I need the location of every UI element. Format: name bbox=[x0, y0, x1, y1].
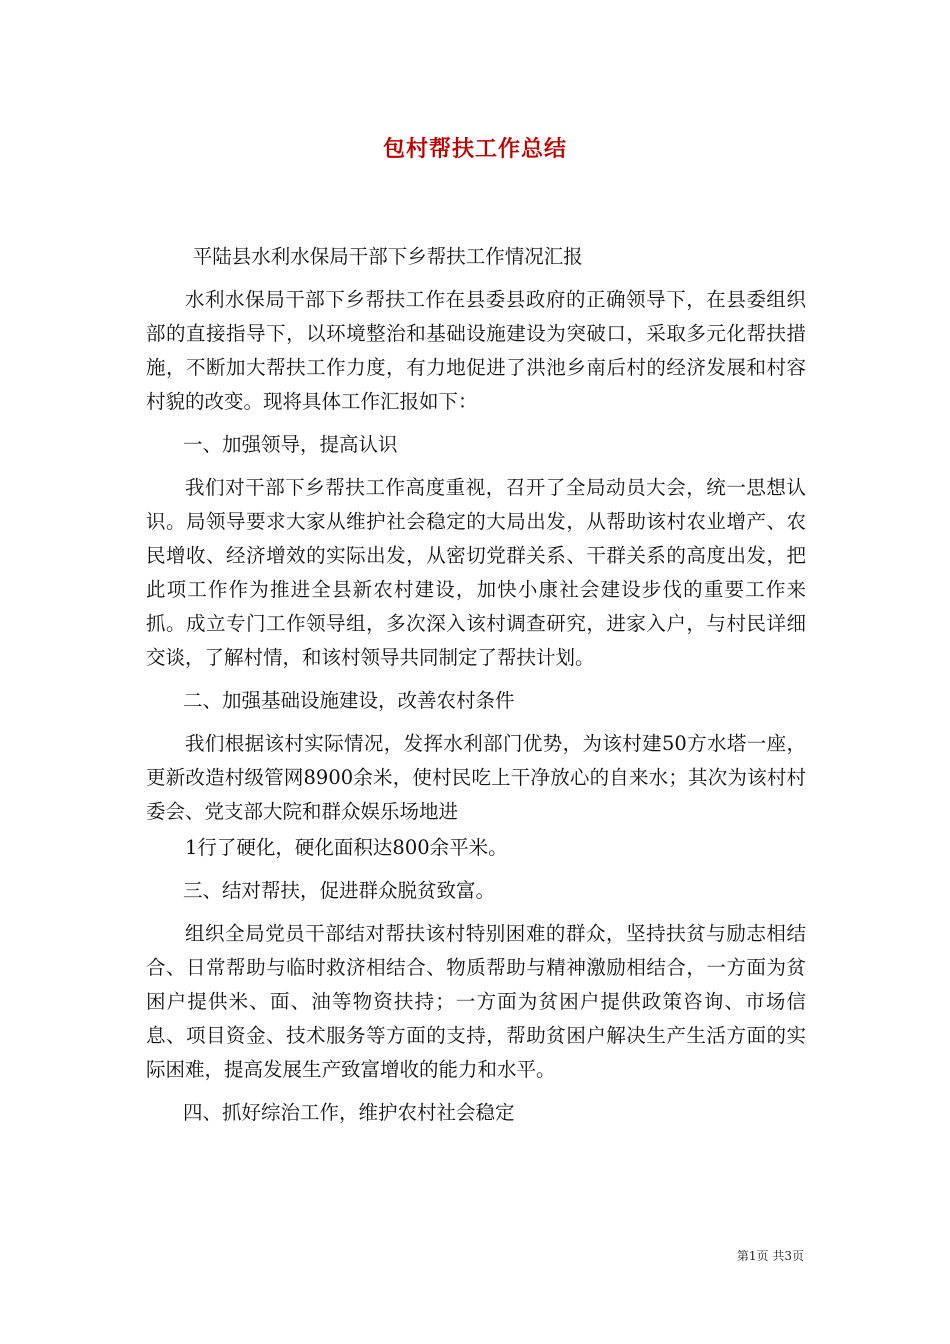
section-2-continuation: 1行了硬化，硬化面积达800余平米。 bbox=[185, 836, 508, 859]
section-heading-2: 二、加强基础设施建设，改善农村条件 bbox=[183, 689, 515, 712]
document-body bbox=[146, 240, 806, 1139]
report-heading: 平陆县水利水保局干部下乡帮扶工作情况汇报 bbox=[192, 245, 583, 268]
section-heading-1: 一、加强领导，提高认识 bbox=[183, 433, 398, 456]
section-heading-3: 三、结对帮扶，促进群众脱贫致富。 bbox=[183, 879, 496, 902]
document-title: 包村帮扶工作总结 bbox=[382, 136, 567, 162]
section-3-paragraph: 组织全局党员干部结对帮扶该村特别困难的群众，坚持扶贫与励志相结合、日常帮助与临时救济相结合、物质帮助与精神激励相结合，一方面为贫困户提供米、面、油等物资扶持；一方面为贫困户提供政策咨询、市场信息、项目资金、技术服务等方面的支持，帮助贫困户解决生产生活方面的实际困难，提高发展生产致富增收的能力和水平。 bbox=[146, 922, 806, 1081]
section-1-paragraph: 我们对干部下乡帮扶工作高度重视，召开了全局动员大会，统一思想认识。局领导要求大家从维护社会稳定的大局出发，从帮助该村农业增产、农民增收、经济增效的实际出发，从密切党群关系、干群关系的高度出发，把此项工作作为推进全县新农村建设，加快小康社会建设步伐的重要工作来抓。成立专门工作领导组，多次深入该村调查研究，进家入户，与村民详细交谈，了解村情，和该村领导共同制定了帮扶计划。 bbox=[146, 476, 806, 669]
section-2-paragraph: 我们根据该村实际情况，发挥水利部门优势，为该村建50方水塔一座，更新改造村级管网8900余米，使村民吃上干净放心的自来水；其次为该村村委会、党支部大院和群众娱乐场地进 bbox=[146, 732, 806, 823]
section-heading-4: 四、抓好综治工作，维护农村社会稳定 bbox=[183, 1101, 515, 1124]
intro-paragraph: 水利水保局干部下乡帮扶工作在县委县政府的正确领导下，在县委组织部的直接指导下，以环境整治和基础设施建设为突破口，采取多元化帮扶措施，不断加大帮扶工作力度，有力地促进了洪池乡南后村的经济发展和村容村貌的改变。现将具体工作汇报如下： bbox=[146, 288, 806, 413]
page-number: 第1页 共3页 bbox=[736, 1249, 804, 1263]
